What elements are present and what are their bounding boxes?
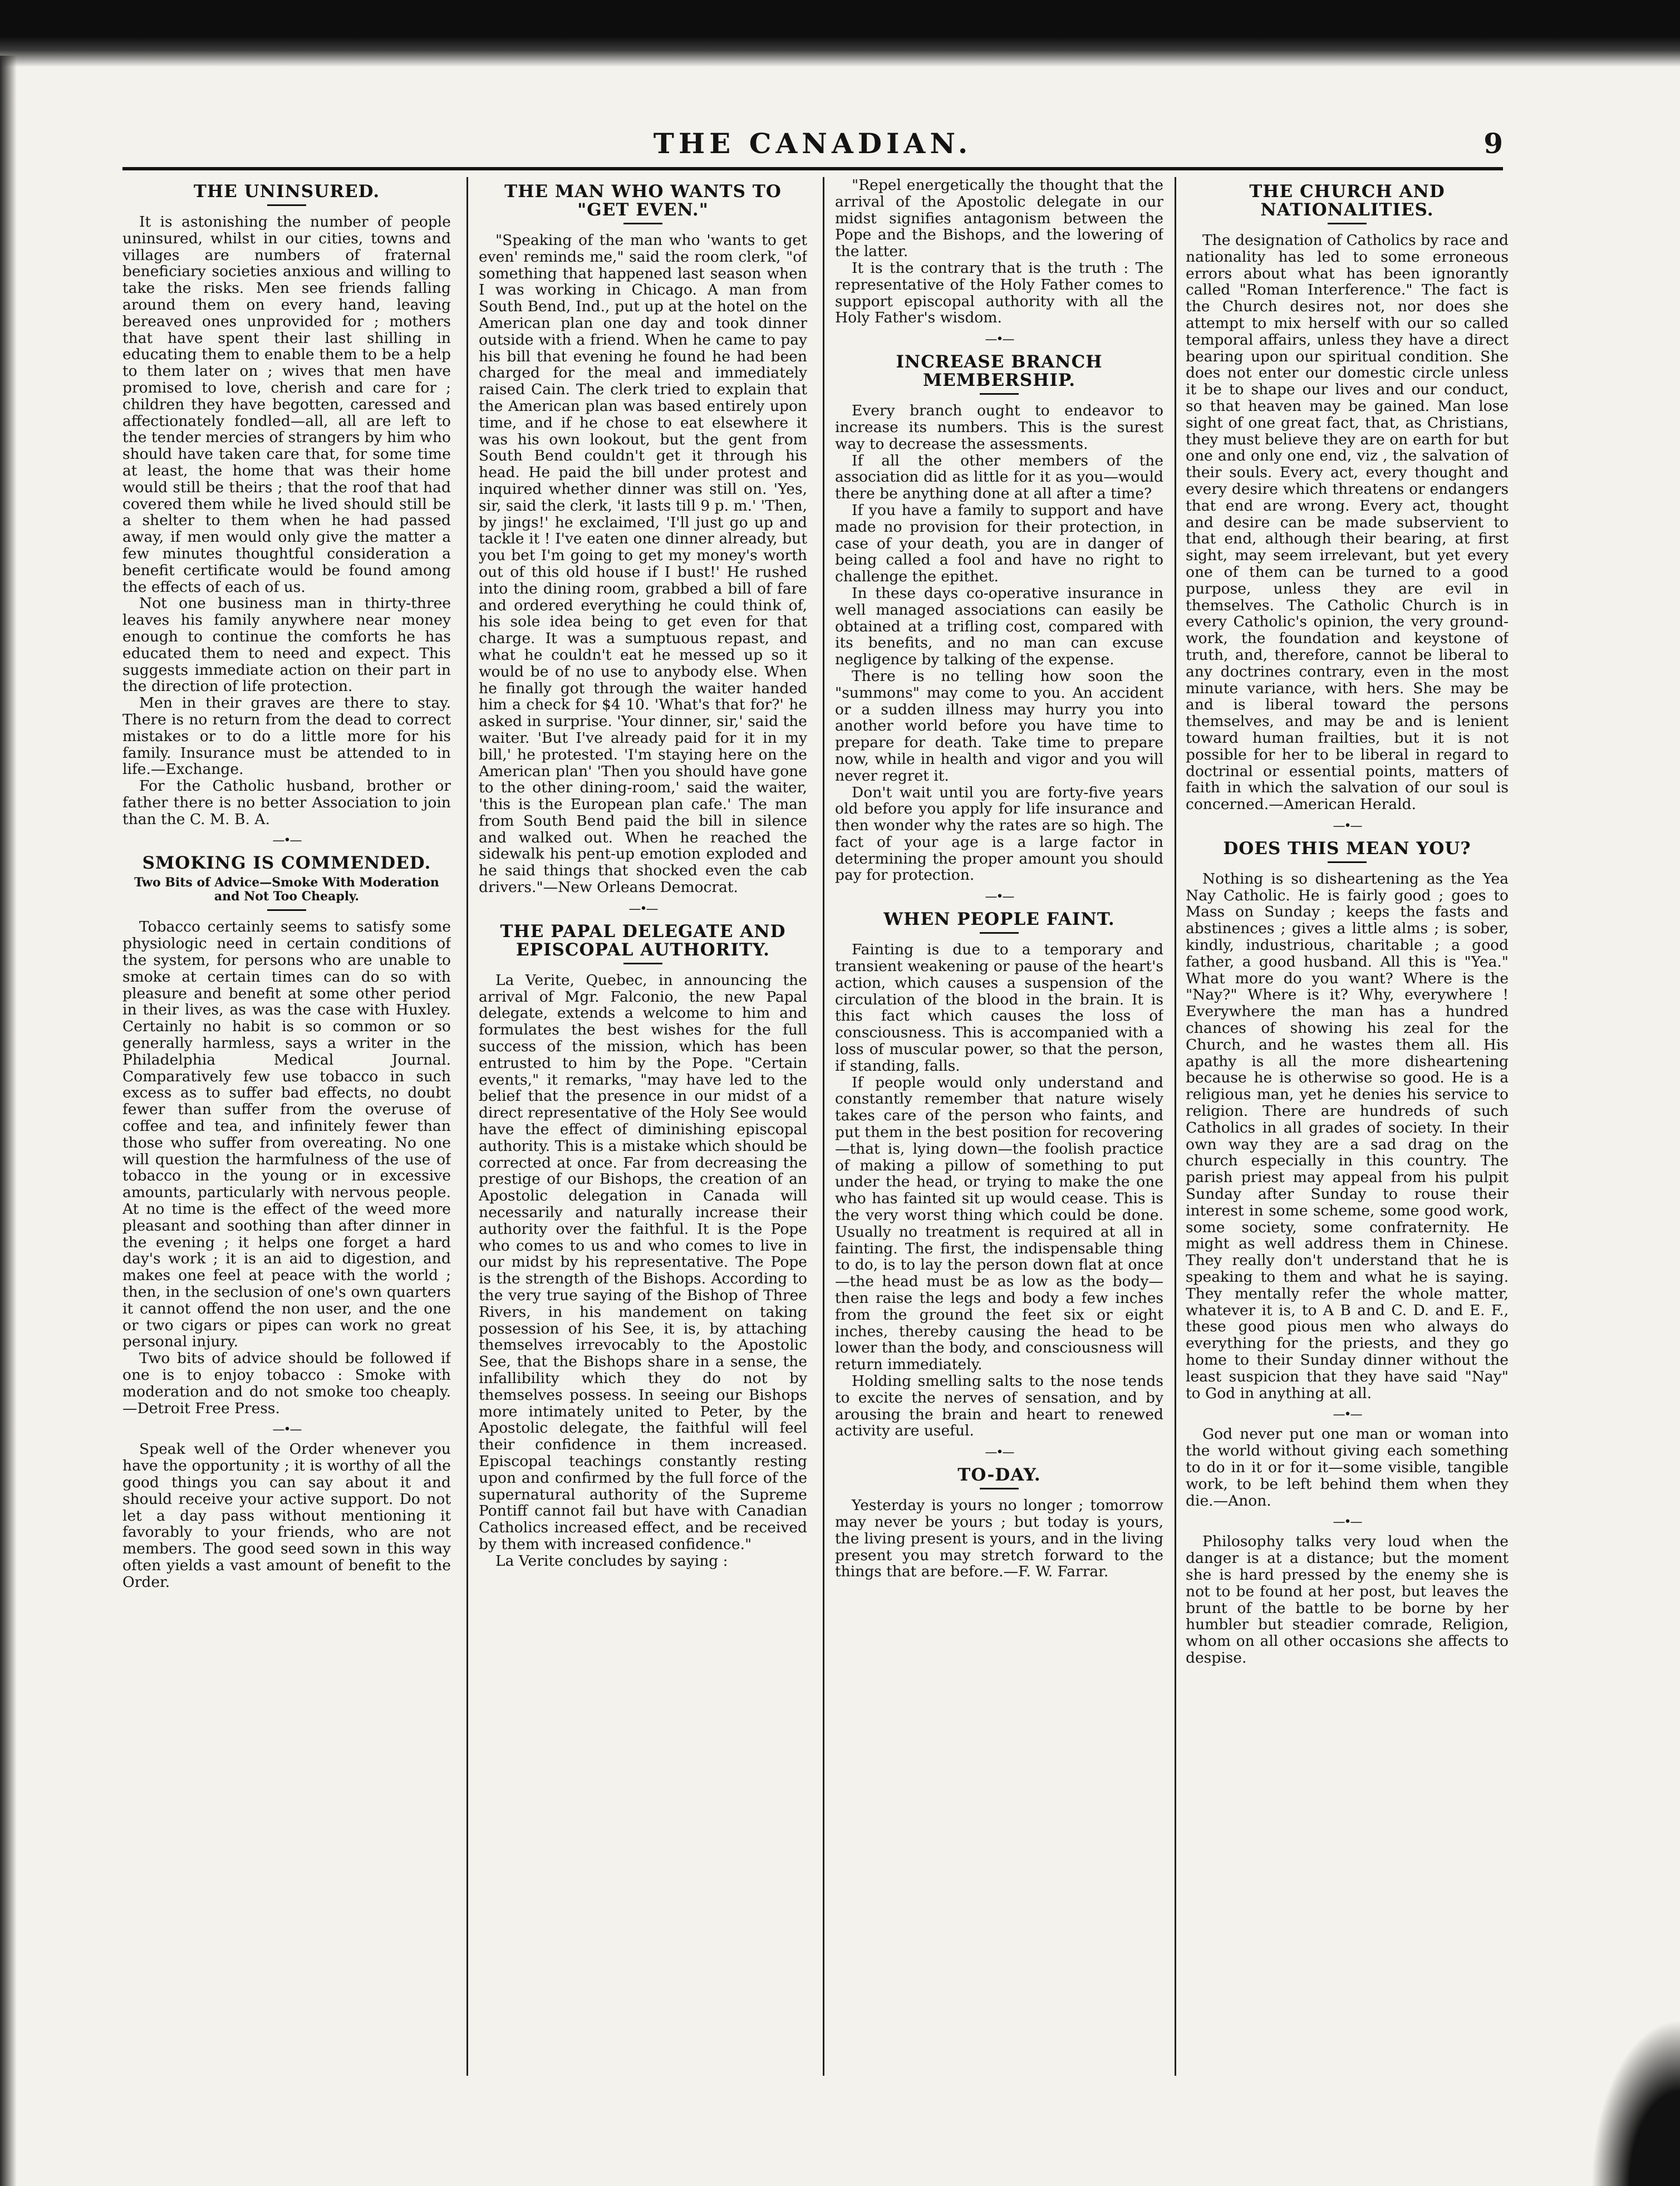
article-headline: THE MAN WHO WANTS TO "GET EVEN." bbox=[504, 182, 782, 220]
article-paragraph: Tobacco certainly seems to satisfy some physiologic need in certain conditions of the system, for persons who are unable to smoke at certain times can do so with pleasure and benefit at some other period in their lives, as was the case with Huxley. Certainly no habit is so common or so generally harmless, says a writer in the Philadelphia Medical Journal. Comparatively few use tobacco in such excess as to suffer bad effects, no doubt fewer than suffer from the overuse of coffee and tea, and infinitely fewer than those who suffer from overeating. No one will question the harmfulness of the use of tobacco in the young or in excessive amounts, particularly with nervous people. At no time is the effect of the weed more pleasant and soothing than after dinner in the evening ; it helps one forget a hard day's work ; it is an aid to digestion, and makes one feel at peace with the world ; then, in the seclusion of one's own quarters it cannot offend the non user, and the one or two cigars or pipes can work no great personal injury. bbox=[122, 918, 451, 1351]
column-divider bbox=[466, 177, 468, 2076]
article bbox=[122, 1422, 451, 1590]
scan-top-border bbox=[0, 0, 1680, 67]
article-separator: —•— bbox=[1333, 1408, 1362, 1422]
article-separator: —•— bbox=[1333, 818, 1362, 833]
article-paragraph: The designation of Catholics by race and nationality has led to some erroneous errors about what has been ignorantly called "Roman Interference." The fact is the Church desires not, nor does she attempt to mix herself with our so called temporal affairs, unless they have a direct bearing upon our spiritual condition. She does not enter our domestic circle unless it be to shape our lives and our conduct, so that heaven may be gained. Man lose sight of one great fact, that, as Christians, they must believe they are on earth for but one and only one end, viz , the salvation of their souls. Every act, every thought and every desire which threatens or endangers that end are wrong. Every act, thought and desire can be made subservient to that end, although their bearing, at first sight, may seem irrelevant, but yet every one of them can be turned to a good purpose, unless they are evil in themselves. The Catholic Church is in every Catholic's opinion, the very ground-work, the foundation and keystone of truth, and, therefore, cannot be liberal to any doctrines contrary, even in the most minute variance, with hers. She may be and is liberal toward the persons themselves, and may be and is lenient toward human frailties, but it is not possible for her to be liberal in regard to doctrinal or essential points, matters of faith in which the salvation of our soul is concerned.—American Herald. bbox=[1186, 232, 1509, 813]
article-paragraph: If people would only understand and constantly remember that nature wisely takes care of the person who faints, and put them in the best position for recovering—that is, lying down—the foolish practice of making a pillow of something to put under the head, or trying to make the one who has fainted sit up would cease. This is the very worst thing which could be done. Usually no treatment is required at all in fainting. The first, the indispensable thing to do, is to lay the person down flat at once—the head must be as low as the body—then raise the legs and body a few inches from the ground the feet six or eight inches, thereby causing the head to be lower than the body, and consciousness will return immediately. bbox=[835, 1074, 1163, 1374]
article bbox=[835, 177, 1163, 326]
headline-rule bbox=[267, 909, 306, 911]
article-headline: THE UNINSURED. bbox=[193, 182, 380, 202]
article-paragraph: Men in their graves are there to stay. There is no return from the dead to correct mistakes or to do a little more for his family. Insurance must be attended to in life.—Exchange. bbox=[122, 694, 451, 778]
article bbox=[1186, 1514, 1509, 1666]
article-paragraph: Philosophy talks very loud when the danger is at a distance; but the moment she is hard pressed by the enemy she is not to be found at her post, but leaves the brunt of the battle to be borne by her humbler but steadier comrade, Religion, whom on all other occasions she affects to despise. bbox=[1186, 1533, 1509, 1667]
headline-rule bbox=[980, 1488, 1019, 1489]
article bbox=[1186, 1407, 1509, 1509]
article-separator: —•— bbox=[272, 1423, 301, 1437]
article bbox=[479, 183, 807, 896]
headline-rule bbox=[623, 223, 662, 224]
article-headline: TO-DAY. bbox=[957, 1465, 1041, 1486]
article-headline: WHEN PEOPLE FAINT. bbox=[883, 909, 1115, 930]
scan-left-edge bbox=[0, 56, 17, 2186]
article-subhead: Two Bits of Advice—Smoke With Moderation and Not Too Cheaply. bbox=[134, 875, 439, 904]
masthead: THE CANADIAN. bbox=[653, 127, 972, 160]
article bbox=[835, 889, 1163, 1439]
article-paragraph: Holding smelling salts to the nose tends to excite the nerves of sensation, and by arousing the brain and heart to renewed activity are useful. bbox=[835, 1373, 1163, 1440]
article bbox=[835, 332, 1163, 884]
headline-rule bbox=[980, 393, 1019, 395]
header-rule bbox=[122, 167, 1503, 170]
headline-rule bbox=[623, 963, 662, 964]
article-separator: —•— bbox=[985, 1445, 1014, 1460]
article-separator: —•— bbox=[628, 901, 657, 916]
article-paragraph: It is the contrary that is the truth : The representative of the Holy Father comes to support episcopal authority with all the Holy Father's wisdom. bbox=[835, 259, 1163, 327]
headline-rule bbox=[1328, 223, 1367, 224]
article-paragraph: Fainting is due to a temporary and transient weakening or pause of the heart's action, which causes a suspension of the circulation of the blood in the brain. It is this fact which causes the loss of consciousness. This is accompanied with a loss of muscular power, so that the person, if standing, falls. bbox=[835, 941, 1163, 1075]
article-paragraph: Every branch ought to endeavor to increase its numbers. This is the surest way to decrease the assessments. bbox=[835, 402, 1163, 453]
scan-damage-corner bbox=[1591, 2019, 1680, 2186]
article-paragraph: Two bits of advice should be followed if one is to enjoy tobacco : Smoke with moderation and do not smoke too cheaply.—Detroit Free Press. bbox=[122, 1350, 451, 1417]
headline-rule bbox=[1328, 861, 1367, 863]
article-separator: —•— bbox=[985, 332, 1014, 347]
column-divider bbox=[823, 177, 824, 2076]
article-paragraph: If you have a family to support and have made no provision for their protection, in case of your death, you are in danger of being called a fool and have no right to challenge the epithet. bbox=[835, 501, 1163, 586]
article-paragraph: In these days co-operative insurance in well managed associations can easily be obtained at a trifling cost, compared with its benefits, and no man can excuse negligence by talking of the expense. bbox=[835, 584, 1163, 669]
article-paragraph: There is no telling how soon the "summons" may come to you. An accident or a sudden illness may hurry you into another world before you have time to prepare for death. Take time to prepare now, while in health and vigor and you will never regret it. bbox=[835, 667, 1163, 785]
column-divider bbox=[1175, 177, 1176, 2076]
article bbox=[1186, 183, 1509, 813]
article-separator: —•— bbox=[272, 834, 301, 848]
article-paragraph: "Repel energetically the thought that the arrival of the Apostolic delegate in our midst signifies antagonism between the Pope and the Bishops, and the lowering of the latter. bbox=[835, 177, 1163, 261]
article-separator: —•— bbox=[985, 890, 1014, 904]
article-paragraph: Not one business man in thirty-three leaves his family anywhere near money enough to continue the comforts he has educated them to need and expect. This suggests immediate action on their part in the direction of life protection. bbox=[122, 595, 451, 695]
column-4 bbox=[1186, 177, 1509, 2081]
article-paragraph: Nothing is so disheartening as the Yea Nay Catholic. He is fairly good ; goes to Mass on Sunday ; keeps the fasts and abstinences ; gives a little alms ; is sober, kindly, industrious, charitable ; a good father, a good husband. All this is "Yea." What more do you want? Where is the "Nay?" Where is it? Why, everywhere ! Everywhere the man has a hundred chances of showing his zeal for the Church, and he wastes them all. His apathy is all the more disheartening because he is otherwise so good. He is a religious man, yet he denies his service to religion. There are hundreds of such Catholics in all grades of society. In their own way they are a sad drag on the church especially in this country. The parish priest may appeal from his pulpit Sunday after Sunday to rouse their interest in some scheme, some good work, some society, some confraternity. He might as well address them in Chinese. They really don't understand that he is speaking to them and what he is saying. They mentally refer the whole matter, whatever it is, to A B and C. D. and E. F., these good pious men who always do everything for the priests, and they go home to their Sunday dinner without the least suspicion that they have said "Nay" to God in anything at all. bbox=[1186, 870, 1509, 1402]
headline-rule bbox=[980, 932, 1019, 934]
article-headline: THE PAPAL DELEGATE AND EPISCOPAL AUTHORITY. bbox=[500, 921, 786, 960]
article-paragraph: Don't wait until you are forty-five years old before you apply for life insurance and then wonder why the rates are so high. The fact of your age is a large factor in determining the proper amount you should pay for protection. bbox=[835, 783, 1163, 884]
article-paragraph: If all the other members of the association did as little for it as you—would there be anything done at all after a time? bbox=[835, 452, 1163, 503]
article bbox=[122, 183, 451, 827]
column-3 bbox=[835, 177, 1163, 2081]
article bbox=[479, 901, 807, 1570]
page-header bbox=[122, 127, 1503, 171]
article-paragraph: La Verite, Quebec, in announcing the arrival of Mgr. Falconio, the new Papal delegate, extends a welcome to him and formulates the best wishes for the full success of the mission, which has been entrusted to him by the Pope. "Certain events," it remarks, "may have led to the belief that the presence in our midst of a direct representative of the Holy See would have the effect of diminishing episcopal authority. This is a mistake which should be corrected at once. Far from decreasing the prestige of our Bishops, the creation of an Apostolic delegation in Canada will necessarily and naturally increase their authority over the faithful. It is the Pope who comes to us and who comes to live in our midst by his representative. The Pope is the strength of the Bishops. According to the very true saying of the Bishop of Three Rivers, in his mandement on taking possession of his See, it is, by attaching themselves irrevocably to the Apostolic See, that the Bishops share in a sense, the infallibility which they do not by themselves possess. In seeing our Bishops more intimately united to Peter, by the Apostolic delegate, the faithful will feel their confidence in them increased. Episcopal teachings constantly resting upon and confirmed by the full force of the supernatural authority of the Supreme Pontiff cannot fail but have with Canadian Catholics increased effect, and be received by them with increased confidence." bbox=[479, 971, 807, 1553]
article-paragraph: "Speaking of the man who 'wants to get even' reminds me," said the room clerk, "of something that happened last season when I was working in Chicago. A man from South Bend, Ind., put up at the hotel on the American plan one day and took dinner outside with a friend. When he came to pay his bill that evening he found he had been charged for the meal and immediately raised Cain. The clerk tried to explain that the American plan was based entirely upon time, and if he chose to eat elsewhere it was his own lookout, but the gent from South Bend couldn't get it through his head. He paid the bill under protest and inquired whether dinner was still on. 'Yes, sir, said the clerk, 'it lasts till 9 p. m.' 'Then, by jings!' he exclaimed, 'I'll just go up and tackle it ! I've eaten one dinner already, but you bet I'm going to get my money's worth out of this old house if I bust!' He rushed into the dining room, grabbed a bill of fare and ordered everything he could think of, his sole idea being to get even for that charge. It was a sumptuous repast, and what he couldn't eat he messed up so it would be of no use to anybody else. When he finally got through the waiter handed him a check for $4 10. 'What's that for?' he asked in surprise. 'Your dinner, sir,' said the waiter. 'But I've already paid for it in my bill,' he protested. 'I'm staying here on the American plan' 'Then you should have gone to the other dining-room,' said the waiter, 'this is the European plan cafe.' The man from South Bend paid the bill in silence and walked out. When he reached the sidewalk his pent-up emotion exploded and he said things that shocked even the cab drivers."—New Orleans Democrat. bbox=[479, 232, 807, 896]
article-paragraph: It is astonishing the number of people uninsured, whilst in our cities, towns and villages are numbers of fraternal beneficiary societies anxious and willing to take the risks. Men see friends falling around them on every hand, leaving bereaved ones unprovided for ; mothers that have spent their last shilling in educating them to enable them to be a help to them later on ; wives that men have promised to love, cherish and care for ; children they have begotten, caressed and affectionately fondled—all, all are left to the tender mercies of strangers by him who should have taken care that, for some time at least, the home that was their home would still be theirs ; that the roof that had covered them while he lived should still be a shelter to them when he had passed away, if men would only give the matter a few minutes thoughtful consideration a benefit certificate would be found among the effects of each of us. bbox=[122, 213, 451, 596]
article-paragraph: Yesterday is yours no longer ; tomorrow may never be yours ; but today is yours, the living present is yours, and in the living present you may stretch forward to the things that are before.—F. W. Farrar. bbox=[835, 1497, 1163, 1581]
column-2 bbox=[479, 177, 807, 2081]
headline-rule bbox=[267, 204, 306, 206]
article-headline: INCREASE BRANCH MEMBERSHIP. bbox=[896, 352, 1103, 391]
article-headline: DOES THIS MEAN YOU? bbox=[1223, 838, 1471, 859]
column-1 bbox=[122, 177, 451, 2081]
article-headline: THE CHURCH AND NATIONALITIES. bbox=[1249, 182, 1445, 220]
article-paragraph: La Verite concludes by saying : bbox=[495, 1552, 728, 1570]
page-number: 9 bbox=[1483, 127, 1503, 160]
article-paragraph: Speak well of the Order whenever you have the opportunity ; it is worthy of all the good things you can say about it and should receive your active support. Do not let a day pass without mentioning it favorably to your friends, who are not members. The good seed sown in this way often yields a vast amount of benefit to the Order. bbox=[122, 1440, 451, 1591]
article-separator: —•— bbox=[1333, 1515, 1362, 1530]
article-paragraph: God never put one man or woman into the world without giving each something to do in it or for it—some visible, tangible work, to be left behind them when they die.—Anon. bbox=[1186, 1425, 1509, 1509]
article bbox=[122, 833, 451, 1417]
article bbox=[1186, 818, 1509, 1402]
article-paragraph: For the Catholic husband, brother or father there is no better Association to join than the C. M. B. A. bbox=[122, 777, 451, 828]
article bbox=[835, 1445, 1163, 1580]
article-headline: SMOKING IS COMMENDED. bbox=[142, 853, 431, 874]
